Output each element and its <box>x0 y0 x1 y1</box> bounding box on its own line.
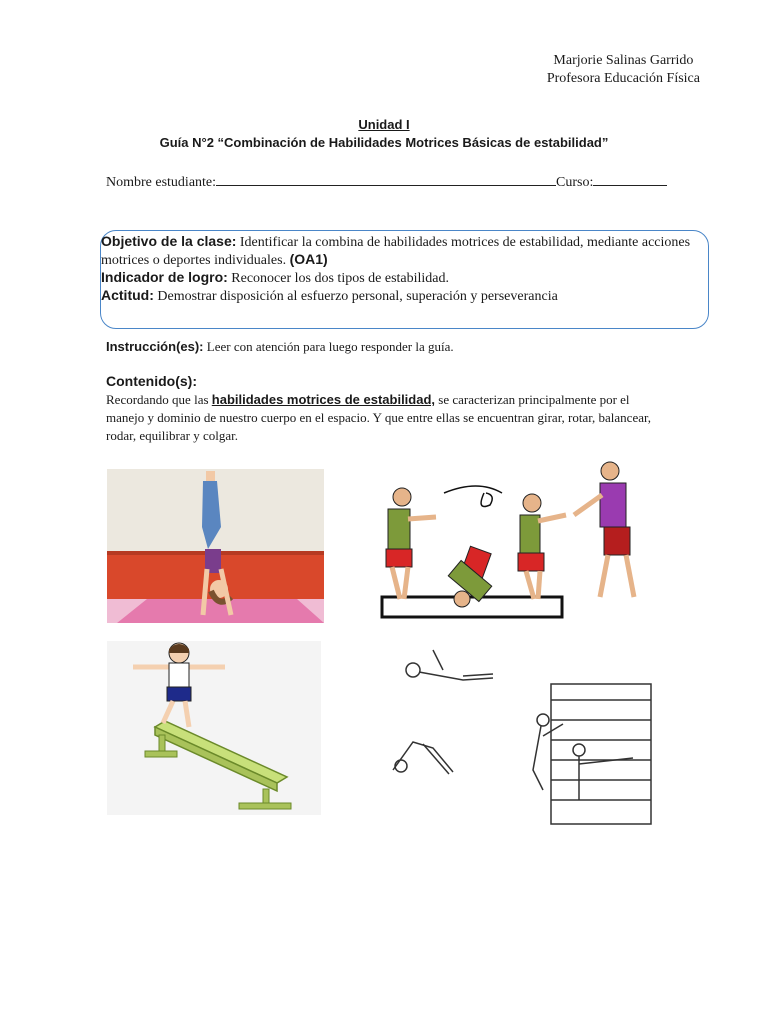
attitude-label: Actitud: <box>101 287 154 303</box>
title-block <box>0 116 768 152</box>
objective-code: (OA1) <box>289 251 328 267</box>
student-line <box>106 171 667 191</box>
indicator-line <box>101 269 701 287</box>
unit-title: Unidad I <box>358 117 410 132</box>
author-name: Marjorie Salinas Garrido <box>553 53 694 68</box>
objective-line <box>101 233 701 269</box>
student-name-field[interactable] <box>216 171 556 186</box>
guide-title: Guía N°2 “Combinación de Habilidades Motrices Básicas de estabilidad” <box>159 135 609 150</box>
author-block <box>547 52 700 88</box>
objective-text-block <box>101 233 701 305</box>
content-paragraph <box>106 391 656 445</box>
author-role: Profesora Educación Física <box>546 71 700 86</box>
student-name-label: Nombre estudiante: <box>106 175 217 190</box>
course-field[interactable] <box>593 171 667 186</box>
stretching-exercises-illustration <box>383 640 659 826</box>
handstand-illustration <box>107 469 324 623</box>
content-highlight: habilidades motrices de estabilidad, <box>211 392 436 407</box>
balance-beam-illustration <box>107 641 321 815</box>
objective-text: Identificar la combina de habilidades motrices de estabilidad, mediante acciones motrices o deportes individuales. <box>101 235 691 268</box>
instruction-text: Leer con atención para luego responder la guía. <box>203 339 454 354</box>
indicator-label: Indicador de logro: <box>101 269 228 285</box>
attitude-line <box>101 287 701 305</box>
content-text-before: Recordando que las <box>106 392 212 407</box>
indicator-text: Reconocer los dos tipos de estabilidad. <box>227 271 450 286</box>
objective-label: Objetivo de la clase: <box>101 233 237 249</box>
course-label: Curso: <box>556 175 594 190</box>
instruction-line <box>106 339 454 355</box>
attitude-text: Demostrar disposición al esfuerzo personal, superación y perseverancia <box>153 289 558 304</box>
content-heading: Contenido(s): <box>106 373 197 389</box>
forward-roll-sequence-illustration <box>378 459 644 622</box>
instruction-label: Instrucción(es): <box>106 339 204 354</box>
content-text-after: se caracterizan principalmente por el manejo y dominio de nuestro cuerpo en el espacio. Y que entre ellas se encuentran girar, rotar, balancear, rodar, equilibrar y colgar. <box>106 392 652 443</box>
